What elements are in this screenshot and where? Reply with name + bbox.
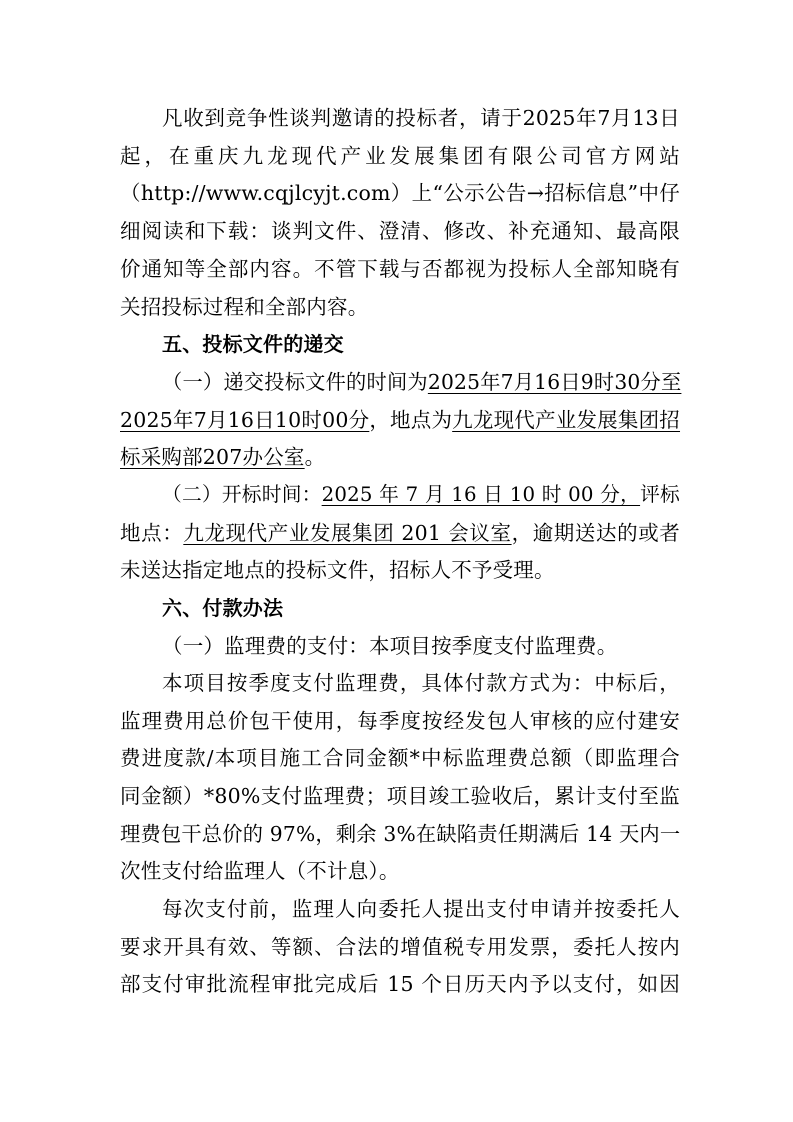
- para1-line2: 起，在重庆九龙现代产业发展集团有限公司官方网站: [120, 144, 680, 168]
- para1-line3: （http://www.cqjlcyjt.com）上“公示公告→招标信息”中仔: [120, 181, 680, 205]
- payment-para1-line6: 次性支付给监理人（不计息）。: [120, 859, 400, 883]
- section5-item2-line1: [120, 478, 680, 512]
- payment-para2-line2: 要求开具有效、等额、合法的增值税专用发票，委托人按内: [120, 935, 680, 959]
- evaluation-place: 九龙现代产业发展集团 201 会议室: [183, 521, 512, 545]
- evaluation-label: 评标: [640, 483, 680, 506]
- section6-heading: 六、付款办法: [162, 596, 284, 620]
- payment-para1-line5: 理费包干总价的 97%，剩余 3%在缺陷责任期满后 14 天内一: [120, 822, 681, 846]
- place-label: 地点：: [120, 521, 184, 545]
- submission-time-end: 2025年7月16日10时00分: [120, 408, 370, 432]
- section5-item1-line2: [120, 403, 680, 437]
- submission-time-label: （一）递交投标文件的时间为: [162, 370, 428, 394]
- para1-line4: 细阅读和下载：谈判文件、澄清、修改、补充通知、最高限: [120, 219, 680, 243]
- submission-place-part1: 九龙现代产业发展集团招: [452, 408, 681, 432]
- section6-item1: （一）监理费的支付：本项目按季度支付监理费。: [162, 634, 618, 658]
- para1-line6: 关招投标过程和全部内容。: [120, 295, 369, 319]
- section5-item2-line3: 未送达指定地点的投标文件，招标人不予受理。: [120, 558, 555, 582]
- section5-heading: 五、投标文件的递交: [162, 332, 344, 356]
- submission-place-part2: 标采购部207办公室: [120, 445, 305, 469]
- opening-time-label: （二）开标时间：: [162, 483, 322, 506]
- para1-line1: 凡收到竞争性谈判邀请的投标者，请于2025年7月13日: [162, 106, 680, 130]
- submission-time-start: 2025年7月16日9时30分至: [427, 370, 682, 394]
- payment-para1-line4: 同金额）*80%支付监理费；项目竣工验收后，累计支付至监: [120, 784, 680, 808]
- late-notice: ，逾期送达的或者: [511, 521, 680, 545]
- submission-place-label: ，地点为: [369, 408, 453, 432]
- period-mark: 。: [304, 445, 326, 469]
- payment-para1-line2: 监理费用总价包干使用，每季度按经发包人审核的应付建安: [120, 709, 680, 733]
- payment-para1-line1: 本项目按季度支付监理费，具体付款方式为：中标后，: [162, 671, 680, 695]
- para1-line5: 价通知等全部内容。不管下载与否都视为投标人全部知晓有: [120, 257, 680, 281]
- section5-item2-line2: [120, 516, 680, 550]
- payment-para1-line3: 费进度款/本项目施工合同金额*中标监理费总额（即监理合: [120, 746, 680, 770]
- payment-para2-line1: 每次支付前，监理人向委托人提出支付申请并按委托人: [162, 897, 680, 921]
- section5-item1-line3: [120, 440, 680, 474]
- payment-para2-line3: 部支付审批流程审批完成后 15 个日历天内予以支付，如因: [120, 972, 680, 996]
- opening-time-value: 2025 年 7 月 16 日 10 时 00 分，: [321, 483, 641, 506]
- section5-item1-line1: [120, 365, 680, 399]
